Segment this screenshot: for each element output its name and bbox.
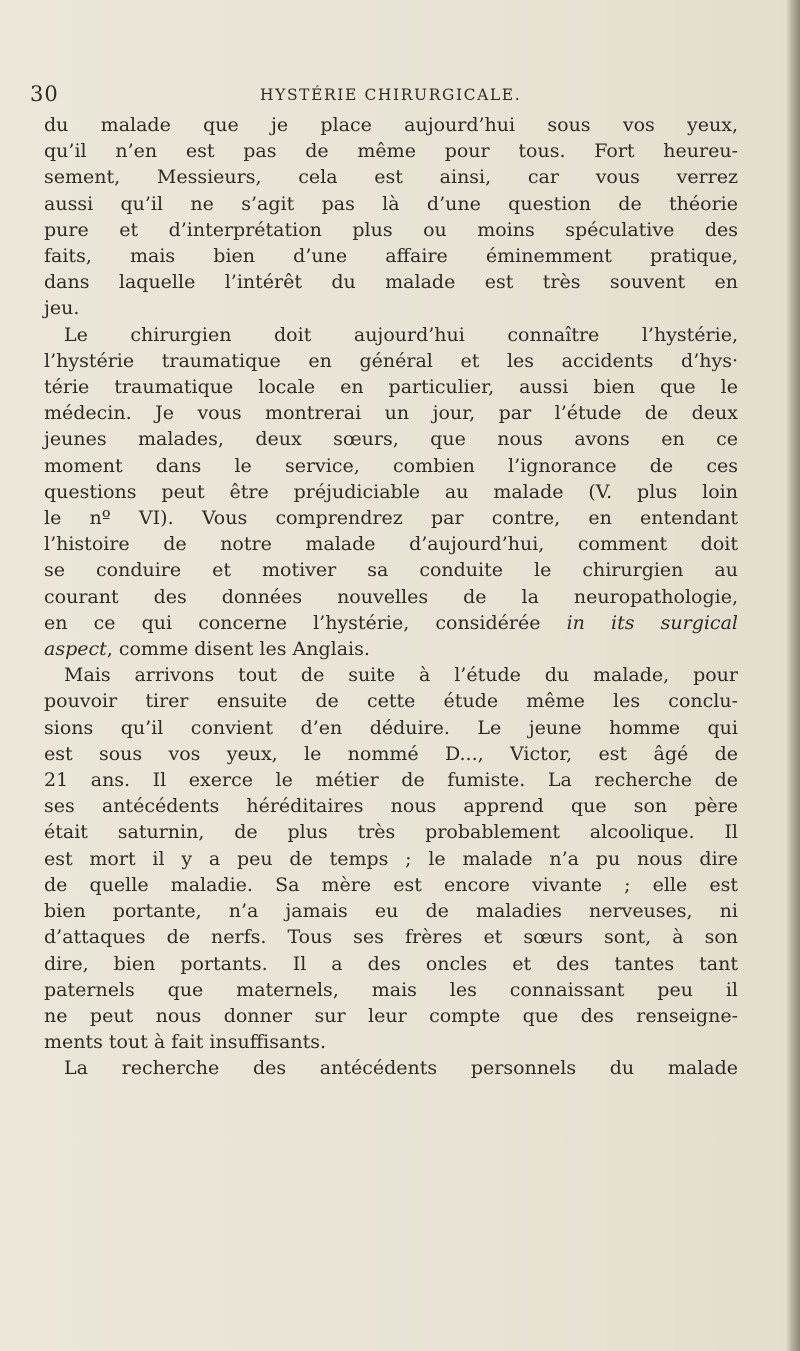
text-line: était saturnin, de plus très probablement alcoolique. Il: [44, 821, 738, 844]
text-line: térie traumatique locale en particulier, aussi bien que le: [44, 376, 738, 399]
text-line: aspect, comme disent les Anglais.: [44, 638, 370, 661]
text-line: courant des données nouvelles de la neuropathologie,: [44, 585, 738, 608]
text-line: faits, mais bien d’une affaire éminemment pratique,: [44, 245, 738, 268]
text-line: ne peut nous donner sur leur compte que des renseigne-: [44, 1004, 738, 1027]
page-header: [0, 82, 800, 106]
text-line: est mort il y a peu de temps ; le malade n’a pu nous dire: [44, 847, 738, 870]
text-line: dans laquelle l’intérêt du malade est très souvent en: [44, 271, 738, 294]
page-number: 30: [30, 82, 59, 106]
page-edge-shadow: [786, 0, 800, 1351]
text-line: La recherche des antécédents personnels du malade: [64, 1057, 738, 1080]
italic-phrase: in its surgical: [566, 611, 738, 634]
text-line: ses antécédents héréditaires nous apprend que son père: [44, 795, 738, 818]
italic-phrase: aspect: [44, 638, 107, 661]
text-line: sement, Messieurs, cela est ainsi, car vous verrez: [44, 166, 738, 189]
text-line: de quelle maladie. Sa mère est encore vivante ; elle est: [44, 873, 738, 896]
text-line: Mais arrivons tout de suite à l’étude du malade, pour: [64, 664, 738, 687]
text-line: dire, bien portants. Il a des oncles et des tantes tant: [44, 952, 738, 975]
text-line: Le chirurgien doit aujourd’hui connaître l’hystérie,: [64, 323, 738, 346]
running-title: HYSTÉRIE CHIRURGICALE.: [260, 86, 522, 104]
text-line: le nº VI). Vous comprendrez par contre, en entendant: [44, 507, 738, 530]
text-line: en ce qui concerne l’hystérie, considérée in its surgical: [44, 611, 738, 634]
text-line: pouvoir tirer ensuite de cette étude même les conclu-: [44, 690, 738, 713]
text-line: se conduire et motiver sa conduite le chirurgien au: [44, 559, 738, 582]
text-line: médecin. Je vous montrerai un jour, par l’étude de deux: [44, 402, 738, 425]
text-line: sions qu’il convient d’en déduire. Le jeune homme qui: [44, 716, 738, 739]
text-line: du malade que je place aujourd’hui sous vos yeux,: [44, 114, 738, 136]
text-line: l’histoire de notre malade d’aujourd’hui, comment doit: [44, 533, 738, 556]
text-line: bien portante, n’a jamais eu de maladies nerveuses, ni: [44, 900, 738, 923]
text-line: qu’il n’en est pas de même pour tous. Fort heureu-: [44, 140, 738, 163]
text-line: questions peut être préjudiciable au malade (V. plus loin: [44, 480, 738, 503]
text-line: jeu.: [44, 297, 80, 320]
text-line: aussi qu’il ne s’agit pas là d’une question de théorie: [44, 192, 738, 215]
text-line: pure et d’interprétation plus ou moins spéculative des: [44, 218, 738, 241]
text-line: jeunes malades, deux sœurs, que nous avons en ce: [44, 428, 738, 451]
text-line: d’attaques de nerfs. Tous ses frères et sœurs sont, à son: [44, 926, 738, 949]
text-line: l’hystérie traumatique en général et les accidents d’hys·: [44, 349, 738, 372]
text-line: paternels que maternels, mais les connaissant peu il: [44, 978, 738, 1001]
text-line: ments tout à fait insuffisants.: [44, 1031, 327, 1054]
body-text: [44, 112, 738, 1082]
text-line: est sous vos yeux, le nommé D..., Victor, est âgé de: [44, 742, 738, 765]
text-line: moment dans le service, combien l’ignorance de ces: [44, 454, 738, 477]
text-line: 21 ans. Il exerce le métier de fumiste. La recherche de: [44, 769, 738, 792]
